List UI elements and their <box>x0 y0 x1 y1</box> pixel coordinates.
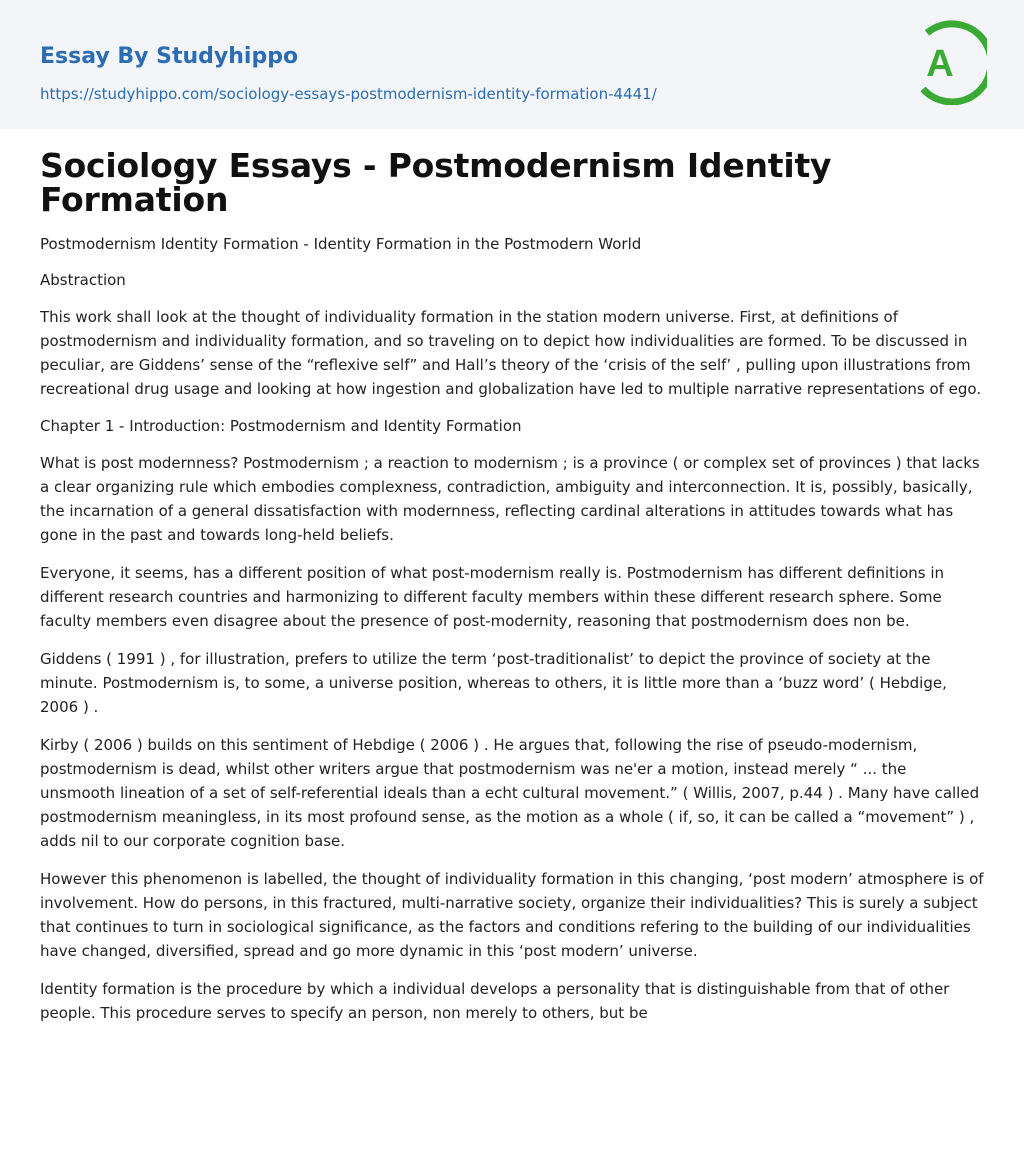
logo-letter: A <box>926 43 954 85</box>
body-paragraph: Everyone, it seems, has a different position of what post-modernism really is. Postmodernism has different definitions in different research countries and harmonizing to different faculty members within these different research sphere. Some faculty members even disagree about the presence of post-modernity, reasoning that postmodernism does non be. <box>40 564 945 630</box>
article-body <box>0 129 1024 1025</box>
studyhippo-logo-icon[interactable] <box>913 19 987 105</box>
body-paragraph: Kirby ( 2006 ) builds on this sentiment of Hebdige ( 2006 ) . He argues that, following the rise of pseudo-modernism, postmodernism is dead, whilst other writers argue that postmodernism was ne'er a motion, instead merely “ ... the unsmooth lineation of a set of self-referential ideals than a echt cultural movement.” ( Willis, 2007, p.44 ) . Many have called postmodernism meaningless, in its most profound sense, as the motion as a whole ( if, so, it can be called a “movement” ) , adds nil to our corporate cognition base. <box>40 736 980 850</box>
article-subtitle: Postmodernism Identity Formation - Identity Formation in the Postmodern World <box>40 235 642 253</box>
body-paragraph: Identity formation is the procedure by which a individual develops a personality that is distinguishable from that of other people. This procedure serves to specify an person, non merely to others, but be <box>40 980 950 1022</box>
site-title[interactable]: Essay By Studyhippo <box>40 44 299 69</box>
site-header <box>0 0 1024 129</box>
body-paragraph: What is post modernness? Postmodernism ; a reaction to modernism ; is a province ( or complex set of provinces ) that lacks a clear organizing rule which embodies complexness, contradiction, ambiguity and interconnection. It is, possibly, basically, the incarnation of a general dissatisfaction with modernness, reflecting cardinal alterations in attitudes towards what has gone in the past and towards long-held beliefs. <box>40 454 980 544</box>
abstract-paragraph: This work shall look at the thought of individuality formation in the station modern universe. First, at definitions of postmodernism and individuality formation, and so traveling on to depict how individualities are formed. To be discussed in peculiar, are Giddens’ sense of the “reflexive self” and Hall’s theory of the ‘crisis of the self’ , pulling upon illustrations from recreational drug usage and looking at how ingestion and globalization have led to multiple narrative representations of ego. <box>40 308 982 398</box>
page-title: Sociology Essays - Postmodernism Identity Formation <box>40 146 832 219</box>
body-paragraph: However this phenomenon is labelled, the thought of individuality formation in this changing, ‘post modern’ atmosphere is of involvement. How do persons, in this fractured, multi-narrative society, organize their individualities? This is surely a subject that continues to turn in sociological significance, as the factors and conditions refering to the building of our individualities have changed, diversified, spread and go more dynamic in this ‘post modern’ universe. <box>40 870 984 960</box>
article-url-link[interactable]: https://studyhippo.com/sociology-essays-postmodernism-identity-formation-4441/ <box>40 85 657 103</box>
chapter-heading: Chapter 1 - Introduction: Postmodernism and Identity Formation <box>40 417 522 435</box>
body-paragraph: Giddens ( 1991 ) , for illustration, prefers to utilize the term ‘post-traditionalist’ to depict the province of society at the minute. Postmodernism is, to some, a universe position, whereas to others, it is little more than a ‘buzz word’ ( Hebdige, 2006 ) . <box>40 650 947 716</box>
abstract-heading: Abstraction <box>40 271 126 289</box>
